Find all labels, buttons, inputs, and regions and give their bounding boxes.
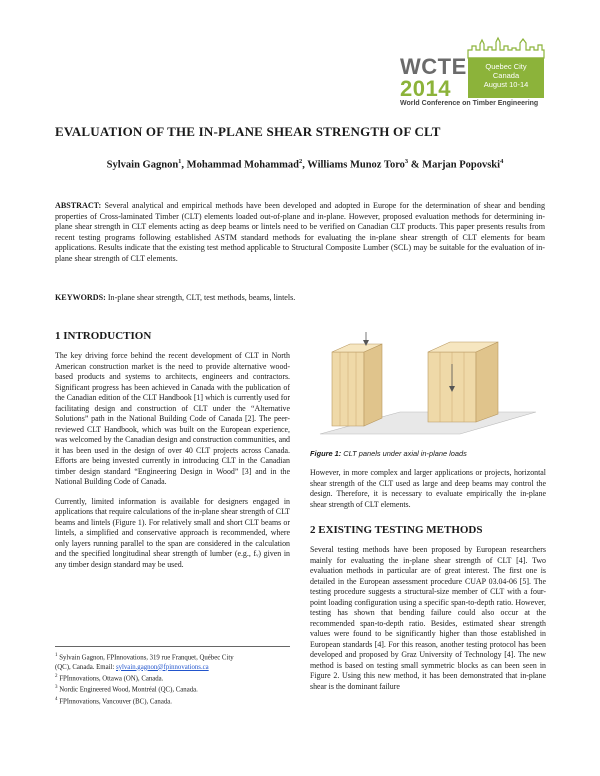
footnote-mark: 3 xyxy=(55,685,58,691)
logo-box-line: Canada xyxy=(492,71,520,80)
footnote xyxy=(55,672,290,684)
footnote-text: FPInnovations, Vancouver (BC), Canada. xyxy=(57,698,172,706)
logo-box-line: Quebec City xyxy=(485,62,527,71)
author-affiliation-mark: 4 xyxy=(500,158,504,165)
conference-logo xyxy=(398,36,570,112)
footnote-text: Sylvain Gagnon, FPInnovations, 319 rue Franquet, Québec City xyxy=(57,654,234,662)
author-separator: & xyxy=(408,159,423,171)
figure-label: Figure 1: xyxy=(310,449,342,458)
email-link[interactable]: sylvain.gagnon@fpinnovations.ca xyxy=(115,663,209,671)
keywords-text: In-plane shear strength, CLT, test methods, beams, lintels. xyxy=(107,293,296,302)
paragraph: However, in more complex and larger applications or projects, horizontal shear strength of the CLT used as large and deep beams may control the design. Therefore, it is necessary to evaluate empirically the in-plane shear strength of CLT elements. xyxy=(310,468,546,509)
footnote-mark: 4 xyxy=(55,696,58,702)
author-affiliation-mark: 2 xyxy=(298,158,303,165)
author-name: Sylvain Gagnon xyxy=(106,159,179,171)
author-name: Williams Munoz Toro xyxy=(307,159,405,171)
keywords-label: KEYWORDS: xyxy=(55,293,106,302)
right-column xyxy=(310,330,546,692)
footnote xyxy=(55,695,290,707)
footnote-mark: 2 xyxy=(55,673,58,679)
footnote-text: FPInnovations, Ottawa (ON), Canada. xyxy=(57,675,164,683)
left-column xyxy=(55,330,290,570)
footnote xyxy=(55,663,290,672)
abstract-text: Several analytical and empirical methods have been developed and adopted in Europe for the determination of shear and bending properties of Cross-laminated Timber (CLT) elements loaded out-of-plane and in-plane. However, proposed evaluation methods for determining in-plane shear strength in CLT elements acting as deep beams or lintels need to be verified on Canadian CLT products. This paper presents results from recent testing programs following established ASTM standard methods for evaluating the in-plane shear strength of CLT elements for beam applications. Results indicate that the existing test method applicable to Structural Composite Lumber (SCL) may be suitable for the evaluation of in-plane shear strength of CLT elements. xyxy=(55,201,545,263)
footnote xyxy=(55,683,290,695)
author-name: Marjan Popovski xyxy=(422,159,501,171)
footnotes xyxy=(55,646,290,707)
paragraph: Currently, limited information is available for designers engaged in applications that require calculations of the in-plane shear strength of CLT beams and lintels (Figure 1). For relatively small and short CLT beams or lintels, a simplified and conservative approach is recommended, where only layers running parallel to the span are considered in the calculation and the specified longitudinal shear strength of lumber (e.g., fᵥ) given in any timber design standard may be used. xyxy=(55,496,290,569)
abstract-label: ABSTRACT: xyxy=(55,201,102,210)
author-affiliation-mark: 1 xyxy=(178,158,182,165)
footnote-mark: 1 xyxy=(55,653,58,658)
figure-1-caption xyxy=(310,449,546,458)
author-separator: , xyxy=(181,159,187,171)
footnote xyxy=(55,651,290,663)
logo-location-box xyxy=(468,58,544,98)
figure-1 xyxy=(310,330,546,458)
figure-caption-text: CLT panels under axial in-plane loads xyxy=(343,449,467,458)
logo-subtitle: World Conference on Timber Engineering xyxy=(400,100,539,107)
footnote-text: (QC), Canada. Email: xyxy=(55,663,116,671)
clt-panels-illustration xyxy=(310,330,546,442)
keywords xyxy=(55,293,545,302)
paper-title: EVALUATION OF THE IN-PLANE SHEAR STRENGTH OF CLT xyxy=(55,124,441,139)
author-affiliation-mark: 3 xyxy=(404,158,409,165)
abstract xyxy=(55,201,545,265)
logo-year-text: 2014 xyxy=(400,76,451,101)
author-separator: , xyxy=(302,159,308,171)
paragraph: The key driving force behind the recent development of CLT in North American construction market is the need to provide alternative wood-based products and systems to architects, engineers and contractors. Significant progress has been achieved in Canada with the publication of the Canadian edition of the CLT Handbook [1] which is currently used for facilitating design and construction of CLT under the “Alternative Solutions” path in the National Building Code of Canada [2]. The peer-reviewed CLT Handbook, which was built on the European experience, was welcomed by the Canadian design and construction communities, and it has been used in the design of over 40 CLT projects across Canada. Efforts are being invested currently in introducing CLT in the Canadian timber design standard “Engineering Design in Wood” [3] and in the National Building Code of Canada. xyxy=(55,351,290,486)
logo-wcte-text: WCTE xyxy=(400,54,467,79)
paragraph: Several testing methods have been proposed by European researchers mainly for evaluating the in-plane shear strength of CLT [4]. Two evaluation methods in particular are of great interest. The first one is detailed in the European assessment procedure CUAP 03.04-06 [5]. The testing procedure suggests a structural-size member of CLT with a four-point loading configuration using a specific span-to-depth ratio. However, testing has shown that bending failure could also occur at the recommended span-to-depth ratio. Besides, estimated shear strength values were found to be significantly higher than those established in European standards [4]. For this reason, another testing protocol has been developed and proposed by Graz University of Technology [4]. The new method is based on testing small symmetric blocks as can been seen in Figure 2. Using this new method, it has been demonstrated that in-plane shear is the dominant failure xyxy=(310,545,546,691)
logo-box-line: August 10-14 xyxy=(483,80,529,89)
author-list xyxy=(55,158,555,171)
author-name: Mohammad Mohammad xyxy=(186,159,299,171)
section-heading-introduction: 1 INTRODUCTION xyxy=(55,330,152,342)
section-heading-existing-testing-methods: 2 EXISTING TESTING METHODS xyxy=(310,524,483,536)
footnote-text: Nordic Engineered Wood, Montréal (QC), Canada. xyxy=(57,686,198,694)
